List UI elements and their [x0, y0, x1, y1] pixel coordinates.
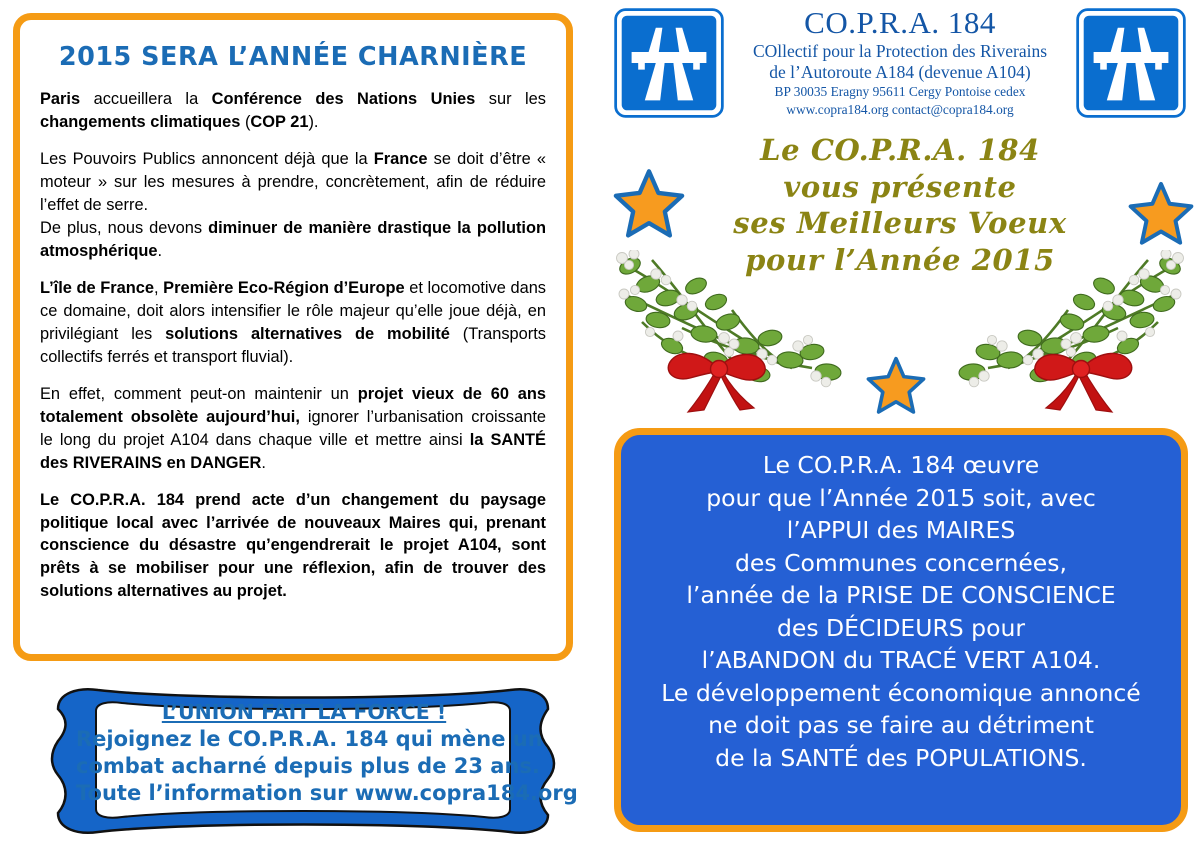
header-band — [600, 0, 1200, 140]
body-text: De plus, nous devons — [40, 218, 209, 237]
body-text: (Transports collectifs ferrés et transport fluvial). — [40, 324, 546, 366]
article-paragraph-4 — [40, 383, 546, 475]
wishes-text-block — [631, 449, 1171, 774]
wishes-line-1: Le CO.P.R.A. 184 œuvre — [762, 451, 1040, 479]
union-text-block — [76, 699, 578, 807]
body-text: ignorer l’urbanisation croissante le long du projet A104 dans chaque ville et mettre ainsi — [40, 407, 546, 449]
organization-info — [720, 6, 1080, 118]
emphasis-text: Le CO.P.R.A. 184 prend acte d’un changement du paysage politique local avec l’arrivée de nouveaux Maires qui, prenant conscience du désastre qu’engendrerait le projet A104, sont prêts à se mobiliser pour une réflexion, afin de trouver des solutions alternatives au projet. — [40, 490, 546, 601]
wishes-line-2: pour que l’Année 2015 soit, avec — [706, 483, 1096, 512]
org-address: BP 30035 Eragny 95611 Cergy Pontoise cedex — [774, 84, 1026, 100]
org-contact[interactable]: www.copra184.org contact@copra184.org — [786, 101, 1014, 117]
greeting-line-1: Le CO.P.R.A. 184 — [760, 133, 1040, 167]
article-paragraph-1 — [40, 88, 546, 134]
union-callout-box — [24, 683, 580, 835]
wishes-callout-box — [614, 428, 1188, 832]
body-text: sur les — [475, 90, 546, 108]
emphasis-text: changements climatiques — [40, 112, 241, 131]
body-text: ). — [308, 112, 319, 131]
emphasis-text: Paris — [40, 90, 81, 108]
body-text: , — [153, 278, 164, 297]
union-line-1: Rejoignez le CO.P.R.A. 184 qui mène un — [76, 727, 543, 752]
org-subtitle-2: de l’Autoroute A184 (devenue A104) — [769, 62, 1031, 83]
article-paragraph-3 — [40, 277, 546, 369]
emphasis-text: projet vieux de 60 ans totalement obsolète aujourd’hui, — [40, 384, 546, 426]
wishes-line-5: l’année de la PRISE DE CONSCIENCE — [686, 581, 1116, 610]
body-text: accueillera la — [80, 90, 212, 108]
greeting-message — [640, 132, 1160, 278]
body-text: et locomotive dans ce domaine, doit alors intensifier le rôle majeur qu’elle joue déjà, en privilégiant les — [40, 278, 547, 343]
body-text: se doit d’être « moteur » sur les mesures à prendre, concrètement, afin de réduire l’effet de serre. — [40, 149, 546, 214]
org-subtitle-1: COllectif pour la Protection des Riverains — [752, 40, 1048, 61]
emphasis-text: Conférence des Nations Unies — [211, 90, 476, 108]
emphasis-text: diminuer de manière drastique la pollution atmosphérique — [40, 218, 546, 260]
emphasis-text: COP 21 — [250, 112, 309, 131]
motorway-sign-icon — [1076, 8, 1186, 118]
red-bow-icon — [1035, 353, 1132, 412]
star-icon — [866, 355, 926, 415]
emphasis-text: la SANTÉ des RIVERAINS en DANGER — [40, 430, 546, 472]
body-text: . — [157, 241, 163, 260]
wishes-line-10: de la SANTÉ des POPULATIONS. — [715, 743, 1087, 772]
wishes-line-8: Le développement économique annoncé — [661, 678, 1141, 707]
greeting-line-2: vous présente — [783, 169, 1017, 204]
body-text: Les Pouvoirs Publics annoncent déjà que la — [40, 149, 374, 168]
article-paragraph-2 — [40, 148, 546, 263]
wishes-line-3: l’APPUI des MAIRES — [786, 516, 1016, 545]
emphasis-text: L’île de France — [40, 278, 154, 297]
union-headline: L’UNION FAIT LA FORCE ! — [161, 700, 447, 724]
emphasis-text: France — [373, 149, 428, 168]
emphasis-text: Première Eco-Région d’Europe — [163, 278, 405, 297]
motorway-sign-icon — [614, 8, 724, 118]
org-name: CO.P.R.A. 184 — [804, 5, 996, 40]
union-line-3: Toute l’information sur www.copra184.org — [76, 780, 578, 805]
red-bow-icon — [668, 353, 765, 412]
body-text: ( — [240, 112, 251, 131]
union-line-2: combat acharné depuis plus de 23 ans. — [76, 754, 540, 779]
greeting-line-4: pour l’Année 2015 — [745, 242, 1055, 277]
article-body — [40, 88, 546, 603]
body-text: . — [261, 453, 266, 472]
wishes-line-6: des DÉCIDEURS pour — [776, 613, 1026, 642]
wishes-line-7: l’ABANDON du TRACÉ VERT A104. — [701, 646, 1101, 675]
wishes-line-4: des Communes concernées, — [735, 548, 1067, 577]
body-text: En effet, comment peut-on maintenir un — [40, 384, 358, 403]
article-panel — [13, 13, 573, 661]
greeting-line-3: ses Meilleurs Voeux — [733, 206, 1067, 241]
page-title: 2015 SERA L’ANNÉE CHARNIÈRE — [58, 42, 528, 72]
wishes-line-9: ne doit pas se faire au détriment — [708, 711, 1094, 740]
emphasis-text: solutions alternatives de mobilité — [165, 324, 450, 343]
article-paragraph-5 — [40, 489, 546, 604]
